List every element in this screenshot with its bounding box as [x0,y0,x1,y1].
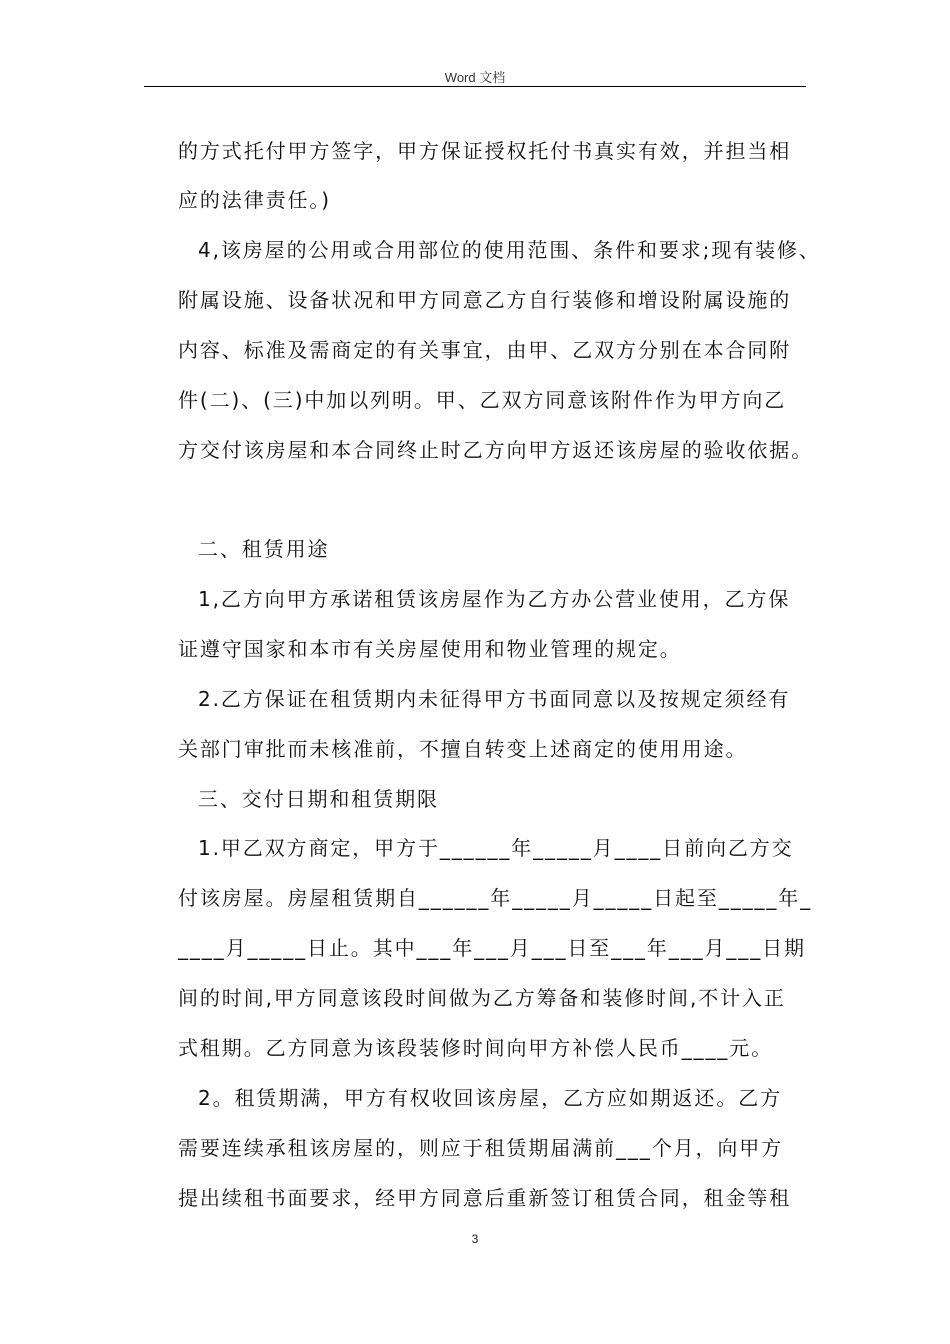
text-line-14: 1.甲乙双方商定，甲方于______年_____月____日前向乙方交 [198,836,794,860]
text-line-16: ____月_____日止。其中___年___月___日至___年___月___日期 [178,936,806,960]
text-line-18: 式租期。乙方同意为该段装修时间向甲方补偿人民币____元。 [178,1036,774,1060]
text-line-1: 的方式托付甲方签字，甲方保证授权托付书真实有效，并担当相 [178,139,792,163]
text-line-5: 内容、标准及需商定的有关事宜，由甲、乙双方分别在本合同附 [178,338,792,362]
text-line-3: 4,该房屋的公用或合用部位的使用范围、条件和要求;现有装修、 [198,238,821,262]
section-heading-usage: 二、租赁用途 [198,537,330,561]
text-line-11: 2.乙方保证在租赁期内未征得甲方书面同意以及按规定须经有 [198,687,791,711]
page-header-title: Word 文档 [444,70,506,85]
text-line-21: 提出续租书面要求，经甲方同意后重新签订租赁合同，租金等租 [178,1186,792,1210]
page-number: 3 [471,1232,479,1246]
text-line-9: 1,乙方向甲方承诺租赁该房屋作为乙方办公营业使用，乙方保 [198,587,791,611]
text-line-4: 附属设施、设备状况和甲方同意乙方自行装修和增设附属设施的 [178,288,792,312]
text-line-10: 证遵守国家和本市有关房屋使用和物业管理的规定。 [178,637,682,661]
text-line-15: 付该房屋。房屋租赁期自______年_____月_____日起至_____年_ [178,886,813,910]
text-line-6: 件(二)、(三)中加以列明。甲、乙双方同意该附件作为甲方向乙 [178,388,787,412]
section-heading-delivery: 三、交付日期和租赁期限 [198,787,439,811]
text-line-2: 应的法律责任。) [178,188,332,212]
text-line-17: 间的时间,甲方同意该段时间做为乙方筹备和装修时间,不计入正 [178,986,786,1010]
text-line-7: 方交付该房屋和本合同终止时乙方向甲方返还该房屋的验收依据。 [178,438,814,462]
header-divider [144,86,806,87]
text-line-12: 关部门审批而未核准前，不擅自转变上述商定的使用用途。 [178,737,748,761]
text-line-19: 2。租赁期满，甲方有权收回该房屋，乙方应如期返还。乙方 [198,1086,783,1110]
text-line-20: 需要连续承租该房屋的，则应于租赁期届满前___个月，向甲方 [178,1136,784,1160]
